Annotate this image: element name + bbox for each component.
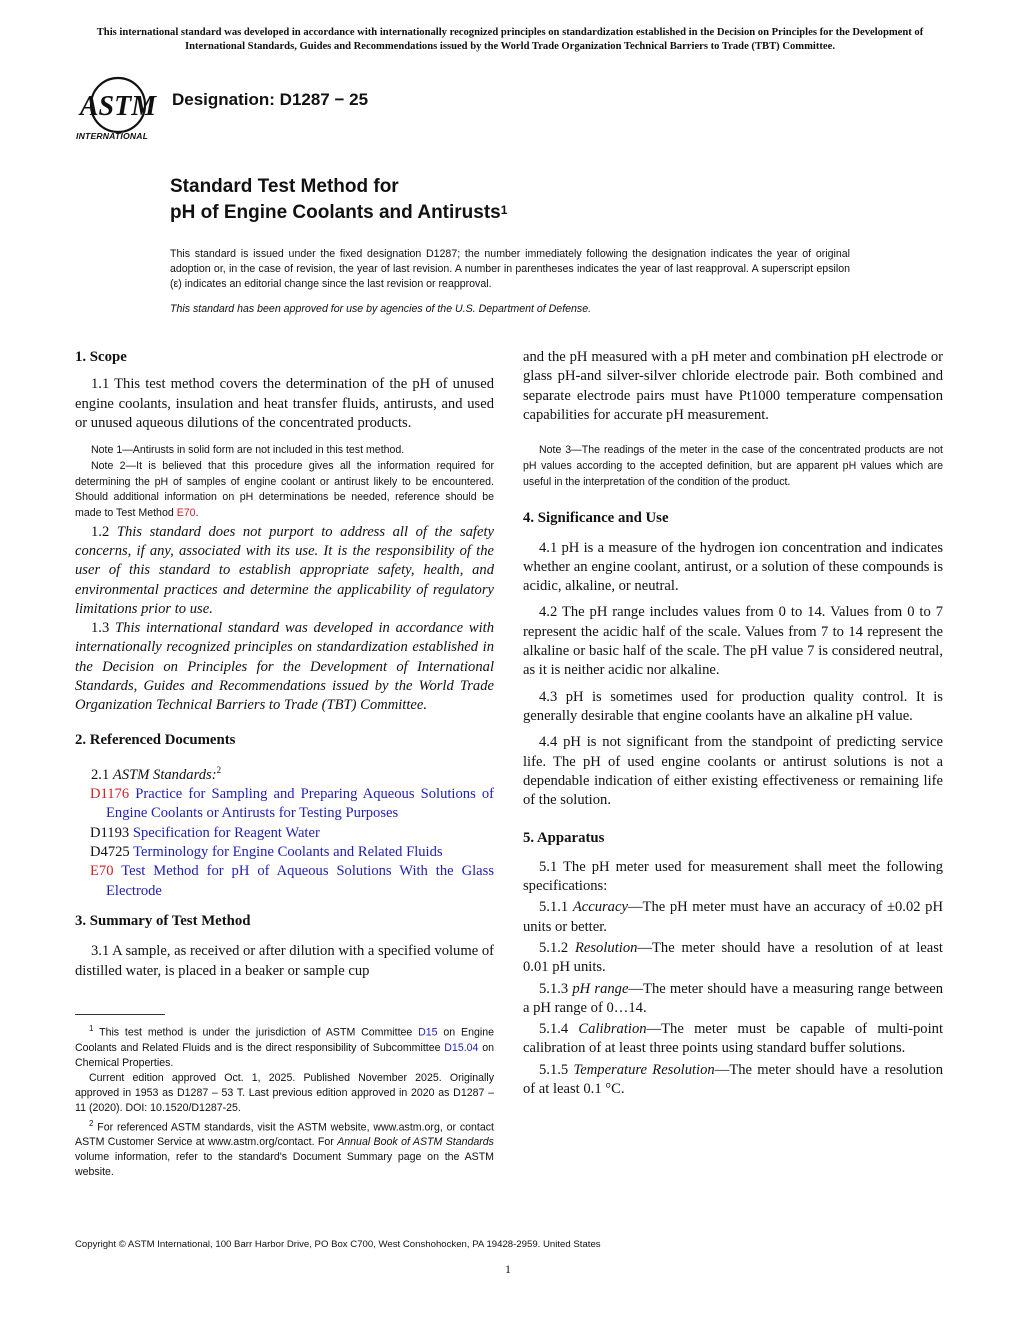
note-2-text: Note 2—It is believed that this procedure gives all the information required for determining the pH of samples of engine coolant or antirust likely to be encountered. Should additional information on pH determinations be needed, reference should be made to Test Method: [75, 459, 494, 519]
note-2-ref-link[interactable]: E70: [176, 507, 196, 519]
right-column: [523, 348, 943, 1099]
para-5-1-5: [523, 1061, 943, 1100]
dod-approval: This standard has been approved for use by agencies of the U.S. Department of Defense.: [170, 303, 592, 315]
para-1-2-text: This standard does not purport to address all of the safety concerns, if any, associated with its use. It is the responsibility of the user of this standard to establish appropriate safety, health, and environmental practices and determine the applicability of regulatory limitations prior to use.: [75, 523, 494, 617]
para-3-1: 3.1 A sample, as received or after dilution with a specified volume of distilled water, is placed in a beaker or sample cup: [75, 943, 494, 979]
para-1-2-num: 1.2: [91, 523, 110, 540]
para-5-1-4-text: —The meter must be capable of multi-point calibration of at least three points using standard buffer solutions.: [523, 1021, 943, 1057]
para-5-1-2-text: —The meter should have a resolution of at least 0.01 pH units.: [523, 939, 943, 976]
footnote-2: [75, 1116, 494, 1181]
issue-statement: This standard is issued under the fixed designation D1287; the number immediately following the designation indicates the year of original adoption or, in the case of revision, the year of last revision. A number in parentheses indicates the year of last reapproval. A superscript epsilon (ε) indicates an editorial change since the last revision or reapproval.: [170, 248, 850, 290]
para-5-1-2-term: Resolution: [574, 939, 638, 956]
para-5-1-4-num: 5.1.4: [539, 1021, 569, 1038]
footnote-1-text-b: on Engine Coolants and Related Fluids and is the direct responsibility of Subcommittee: [75, 1026, 494, 1054]
footnote-1-text-c: on Chemical Properties.: [75, 1041, 495, 1069]
section-3-heading: 3. Summary of Test Method: [75, 912, 251, 929]
footnote-1-edition: Current edition approved Oct. 1, 2025. Published November 2025. Originally approved in 1953 as D1287 – 53 T. Last previous edition approved in 2020 as D1287 – 11 (2020). DOI: 10.1520/D1287-25.: [75, 1071, 494, 1114]
title-footnote-mark[interactable]: 1: [500, 203, 508, 217]
para-4-3: 4.3 pH is sometimes used for production quality control. It is generally desirable that engine coolants have an alkaline pH value.: [523, 688, 943, 724]
section-4-heading: 4. Significance and Use: [523, 510, 669, 527]
footnote-1: [75, 1021, 494, 1071]
para-1-2: [75, 523, 494, 619]
footnote-1-mark: 1: [89, 1024, 94, 1033]
subcommittee-link[interactable]: D15.04: [444, 1041, 479, 1054]
committee-link[interactable]: D15: [418, 1026, 438, 1039]
note-3: Note 3—The readings of the meter in the case of the concentrated products are not pH values according to the accepted definition, but are apparent pH values which are useful in the interpretation of the condition of the product.: [523, 444, 943, 488]
ref-item-d4725[interactable]: [75, 843, 494, 862]
para-5-1-5-term: Temperature Resolution: [573, 1061, 715, 1078]
ref-title-d1176[interactable]: Practice for Sampling and Preparing Aqueous Solutions of Engine Coolants or Antirusts for Testing Purposes: [106, 786, 495, 822]
para-5-1-2: [523, 939, 943, 978]
para-4-2: 4.2 The pH range includes values from 0 to 14. Values from 0 to 7 represent the acidic half of the scale. Values from 7 to 14 represent the alkaline or basic half of the scale. The pH value 7 is considered neutral, as it is neither acidic nor alkaline.: [523, 604, 943, 679]
para-4-1: 4.1 pH is a measure of the hydrogen ion concentration and indicates whether an engine coolant, antirust, or a solution of these compounds is acidic, alkaline, or neutral.: [523, 539, 943, 595]
para-5-1-1: [523, 898, 943, 937]
para-5-1: 5.1 The pH meter used for measurement shall meet the following specifications:: [523, 858, 943, 895]
ref-title-e70[interactable]: Test Method for pH of Aqueous Solutions With the Glass Electrode: [106, 863, 494, 899]
para-5-1-1-text: —The pH meter must have an accuracy of ±0.02 pH units or better.: [523, 899, 944, 935]
footnote-1-text-a: This test method is under the jurisdiction of ASTM Committee: [99, 1026, 413, 1039]
para-2-1-num: 2.1: [91, 766, 110, 783]
footnote-2-mark: 2: [89, 1118, 94, 1128]
designation: Designation: D1287 − 25: [172, 90, 369, 109]
copyright: Copyright © ASTM International, 100 Barr Harbor Drive, PO Box C700, West Conshohocken, PA 19428-2959. United States: [75, 1239, 601, 1250]
ref-title-d4725[interactable]: Terminology for Engine Coolants and Related Fluids: [133, 844, 443, 861]
development-notice: This international standard was developed in accordance with internationally recognized principles on standardization established in the Decision on Principles for the Development of International Standards, Guides and Recommendations issued by the World Trade Organization Technical Barriers to Trade (TBT) Committee.: [96, 27, 924, 52]
note-2: Note 2—It is believed that this procedure gives all the information required for determining the pH of samples of engine coolant or antirust likely to be encountered. Should additional information on pH determinations be needed, reference should be made to Test Method E70.: [75, 459, 494, 519]
footnotes: [75, 1021, 494, 1180]
para-5-1-4: [523, 1020, 943, 1059]
ref-code-d1176[interactable]: D1176: [90, 786, 130, 803]
footnote-2-italic: Annual Book of ASTM Standards: [337, 1136, 494, 1149]
para-5-1-3: [523, 980, 943, 1019]
para-2-1-label: ASTM Standards:: [112, 766, 217, 783]
section-1-heading: 1. Scope: [75, 349, 127, 365]
page-title: [170, 174, 507, 226]
ref-item-d1193[interactable]: [75, 824, 494, 843]
title-line-2: pH of Engine Coolants and Antirusts: [170, 202, 501, 223]
para-5-1-4-term: Calibration: [578, 1021, 647, 1038]
ref-item-e70[interactable]: [75, 862, 494, 901]
footnote-2-text-a: For referenced ASTM standards, visit the ASTM website, www.astm.org, or contact ASTM Customer Service at www.astm.org/contact. For: [75, 1121, 494, 1149]
para-1-3: [75, 619, 494, 715]
para-3-1-continued: and the pH measured with a pH meter and combination pH electrode or glass pH-and silver-silver chloride electrode pair. Both combined and separate electrode pairs must have Pt1000 temperature compensation capabilities for accurate pH measurement.: [523, 349, 943, 423]
para-1-3-text: This international standard was developed in accordance with internationally recognized principles on standardization established in the Decision on Principles for the Development of International Standards, Guides and Recommendations issued by the World Trade Organization Technical Barriers to Trade (TBT) Committee.: [75, 620, 495, 714]
logo-text: ASTM: [79, 91, 157, 122]
para-5-1-1-num: 5.1.1: [539, 899, 569, 916]
page-number: 1: [505, 1262, 511, 1276]
ref-title-d1193[interactable]: Specification for Reagent Water: [132, 824, 320, 841]
para-4-4: 4.4 pH is not significant from the standpoint of predicting service life. The pH of used engine coolants or antirust solutions is not a dependable indication of either existing effectiveness or remaining life of the solution.: [523, 734, 943, 809]
section-5-heading: 5. Apparatus: [523, 830, 605, 847]
ref-item-d1176[interactable]: [75, 785, 494, 824]
para-5-1-5-text: —The meter should have a resolution of at least 0.1 °C.: [523, 1061, 943, 1098]
para-5-1-2-num: 5.1.2: [539, 939, 569, 956]
footnote-2-text-b: volume information, refer to the standard's Document Summary page on the ASTM website.: [75, 1151, 494, 1179]
section-2-heading: 2. Referenced Documents: [75, 731, 236, 748]
title-line-1: Standard Test Method for: [170, 176, 399, 197]
left-column: [75, 348, 494, 981]
footnote-rule: [75, 1014, 165, 1015]
ref-code-d4725: D4725: [90, 844, 130, 861]
para-2-1: [75, 761, 494, 785]
note-1: Note 1—Antirusts in solid form are not included in this test method.: [91, 444, 405, 457]
ref-code-d1193: D1193: [90, 824, 130, 841]
para-5-1-3-term: pH range: [572, 980, 629, 997]
logo-subtitle: INTERNATIONAL: [76, 131, 149, 141]
para-5-1-3-text: —The meter should have a measuring range between a pH range of 0…14.: [523, 980, 943, 1016]
para-1-1: 1.1 This test method covers the determination of the pH of unused engine coolants, insulation and heat transfer fluids, antirusts, and used or unused aqueous dilutions of the concentrated products.: [75, 376, 494, 431]
para-2-1-footnote-mark[interactable]: 2: [216, 764, 222, 775]
para-1-3-num: 1.3: [91, 620, 110, 637]
ref-code-e70[interactable]: E70: [90, 863, 114, 880]
para-5-1-1-term: Accuracy: [572, 899, 628, 916]
para-5-1-5-num: 5.1.5: [539, 1061, 569, 1078]
para-5-1-3-num: 5.1.3: [539, 980, 569, 997]
